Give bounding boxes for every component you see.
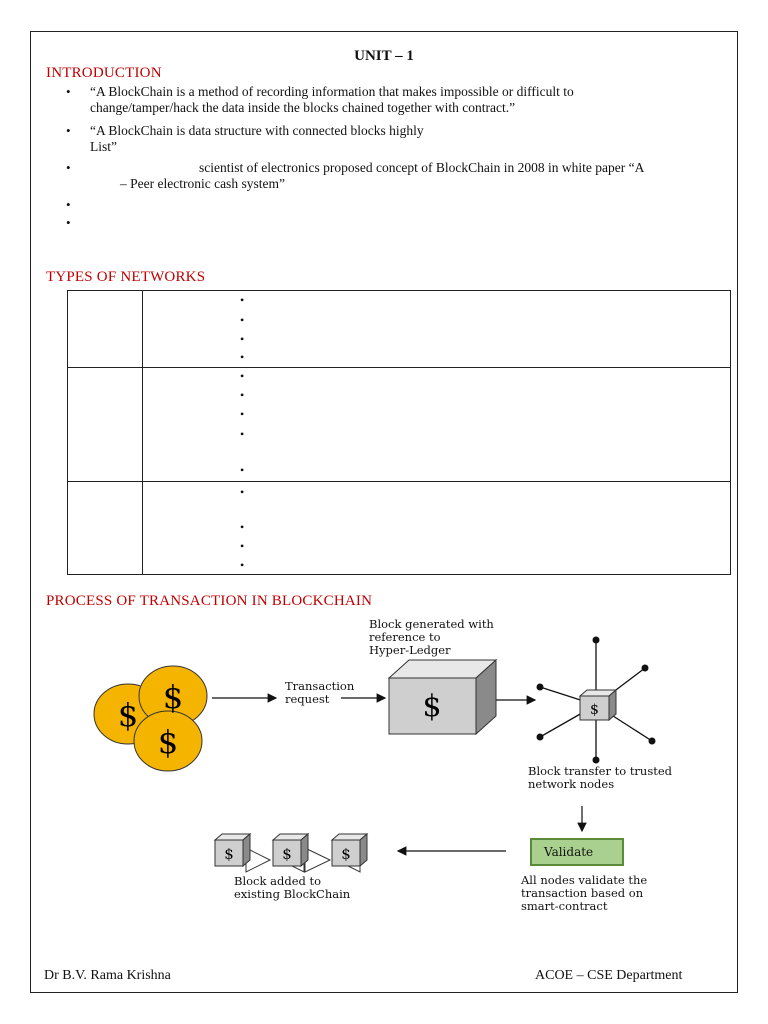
dollar-symbol: $ [117, 696, 139, 734]
caption-line: Block transfer to trusted [528, 764, 673, 778]
table-bullet: • [240, 558, 245, 572]
coins-icon [94, 666, 207, 771]
caption-line: All nodes validate the [521, 873, 648, 887]
caption-line: network nodes [528, 777, 615, 791]
caption-line: Transaction [285, 679, 355, 693]
block-generated-caption [369, 618, 494, 657]
caption-line: reference to [369, 630, 441, 644]
table-bullet: • [240, 427, 245, 441]
block-cube-icon [389, 660, 496, 734]
bullet: • [66, 215, 71, 230]
footer-author: Dr B.V. Rama Krishna [44, 968, 171, 983]
network-node-icon [537, 637, 656, 764]
unit-title: UNIT – 1 [354, 48, 414, 64]
block-added-caption [234, 875, 350, 901]
caption-line: transaction based on [521, 886, 644, 900]
intro-item-line: “A BlockChain is a method of recording information that makes impossible or difficult to [90, 84, 574, 99]
table-column-divider [142, 290, 143, 575]
validate-caption [521, 874, 647, 913]
table-bullet: • [240, 332, 245, 346]
dollar-symbol: $ [157, 723, 179, 761]
table-bullet: • [240, 293, 245, 307]
dollar-symbol: $ [422, 689, 442, 724]
table-bullet: • [240, 463, 245, 477]
validate-box: Validate [530, 838, 624, 866]
table-row-divider [68, 481, 730, 482]
caption-line: Block generated with [369, 617, 494, 631]
dollar-symbol: $ [162, 678, 184, 716]
caption-line: request [285, 692, 330, 706]
table-bullet: • [240, 539, 245, 553]
table-bullet: • [240, 388, 245, 402]
intro-item-line: change/tamper/hack the data inside the blocks chained together with contract.” [90, 100, 516, 115]
table-bullet: • [240, 369, 245, 383]
table-row-divider [68, 367, 730, 368]
intro-item-line: scientist of electronics proposed concept of BlockChain in 2008 in white paper “A [199, 160, 645, 175]
table-bullet: • [240, 407, 245, 421]
table-bullet: • [240, 520, 245, 534]
dollar-symbol: $ [224, 845, 234, 863]
bullet: • [66, 197, 71, 212]
dollar-symbol: $ [341, 845, 351, 863]
dollar-symbol: $ [282, 845, 292, 863]
bullet: • [66, 123, 71, 138]
caption-line: existing BlockChain [234, 887, 351, 901]
caption-line: smart-contract [521, 899, 608, 913]
table-bullet: • [240, 350, 245, 364]
footer-department: ACOE – CSE Department [535, 968, 683, 983]
table-bullet: • [240, 485, 245, 499]
table-bullet: • [240, 313, 245, 327]
dollar-symbol: $ [590, 702, 599, 718]
introduction-heading: INTRODUCTION [46, 65, 162, 81]
networks-table [67, 290, 731, 575]
blockchain-icon [215, 834, 367, 872]
networks-heading: TYPES OF NETWORKS [46, 269, 206, 285]
intro-item-line: List” [90, 139, 117, 154]
intro-item-line: “A BlockChain is data structure with connected blocks highly [90, 123, 424, 138]
intro-item-line: – Peer electronic cash system” [120, 176, 285, 191]
bullet: • [66, 84, 71, 99]
caption-line: Block added to [234, 874, 322, 888]
process-heading: PROCESS OF TRANSACTION IN BLOCKCHAIN [46, 593, 373, 609]
transaction-request-caption [285, 680, 354, 706]
bullet: • [66, 160, 71, 175]
block-transfer-caption [528, 765, 672, 791]
caption-line: Hyper-Ledger [369, 643, 451, 657]
